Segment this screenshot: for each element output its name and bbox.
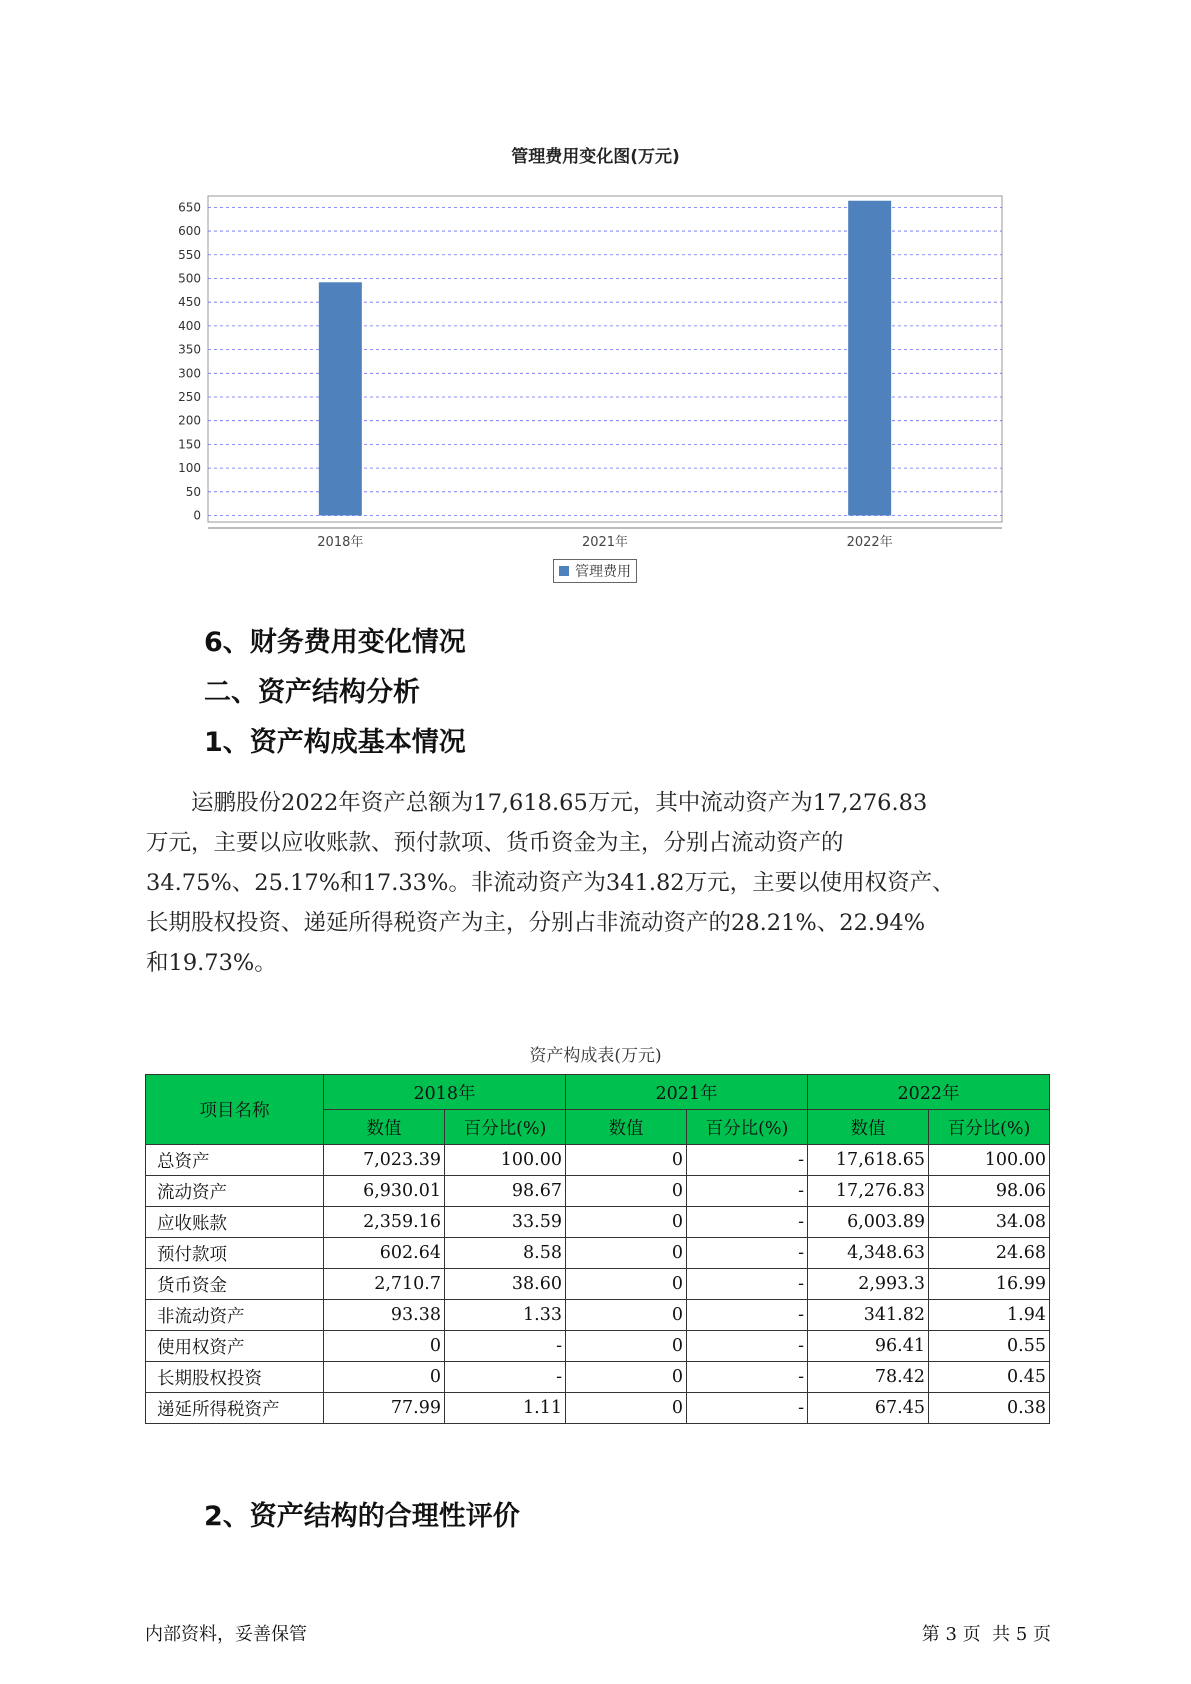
cell-v2022: 4,348.63: [808, 1238, 929, 1269]
table-caption: 资产构成表(万元): [529, 1046, 662, 1066]
bar: [848, 201, 891, 516]
y-tick-label: 400: [178, 318, 201, 333]
cell-v2018: 602.64: [324, 1238, 445, 1269]
cell-v2022: 6,003.89: [808, 1207, 929, 1238]
row-label: 非流动资产: [146, 1300, 324, 1331]
cell-p2018: 100.00: [445, 1145, 566, 1176]
asset-table: [145, 1074, 1050, 1424]
cell-p2018: 33.59: [445, 1207, 566, 1238]
cell-v2018: 7,023.39: [324, 1145, 445, 1176]
bar: [319, 282, 362, 515]
cell-v2022: 2,993.3: [808, 1269, 929, 1300]
cell-v2018: 0: [324, 1362, 445, 1393]
x-tick-label: 2022年: [846, 535, 893, 550]
cell-p2021: -: [687, 1300, 808, 1331]
x-tick-label: 2018年: [317, 535, 364, 550]
cell-v2021: 0: [566, 1145, 687, 1176]
cell-v2018: 2,710.7: [324, 1269, 445, 1300]
cell-v2022: 78.42: [808, 1362, 929, 1393]
subheader-percent: 百分比(%): [929, 1110, 1050, 1145]
cell-v2021: 0: [566, 1207, 687, 1238]
y-tick-label: 450: [178, 295, 201, 310]
header-item-name: 项目名称: [146, 1075, 324, 1145]
y-tick-label: 100: [178, 461, 201, 476]
chart-title: 管理费用变化图(万元): [511, 147, 680, 167]
cell-p2021: -: [687, 1238, 808, 1269]
table-row: [146, 1145, 1050, 1176]
asset-summary-paragraph: 运鹏股份2022年资产总额为17,618.65万元，其中流动资产为17,276.83 万元，主要以应收账款、预付款项、货币资金为主，分别占流动资产的 34.75%、25.17%和17.33%。非流动资产为341.82万元，主要以使用权资产、 长期股权投资、递延所得税资产为主，分别占非流动资产的28.21%、22.94% 和19.73%。: [146, 790, 955, 976]
cell-v2022: 67.45: [808, 1393, 929, 1424]
cell-p2018: 38.60: [445, 1269, 566, 1300]
row-label: 总资产: [146, 1145, 324, 1176]
cell-v2022: 96.41: [808, 1331, 929, 1362]
y-tick-label: 200: [178, 413, 201, 428]
y-tick-label: 600: [178, 224, 201, 239]
section-heading-asset-basic: 1、资产构成基本情况: [204, 727, 466, 758]
y-tick-label: 300: [178, 366, 201, 381]
row-label: 应收账款: [146, 1207, 324, 1238]
cell-v2018: 0: [324, 1331, 445, 1362]
cell-p2018: 8.58: [445, 1238, 566, 1269]
subheader-value: 数值: [808, 1110, 929, 1145]
legend-swatch: [559, 566, 569, 576]
subheader-value: 数值: [566, 1110, 687, 1145]
y-tick-label: 0: [193, 508, 201, 523]
cell-v2018: 77.99: [324, 1393, 445, 1424]
cell-p2022: 16.99: [929, 1269, 1050, 1300]
legend-label: 管理费用: [575, 564, 631, 580]
cell-p2022: 34.08: [929, 1207, 1050, 1238]
row-label: 递延所得税资产: [146, 1393, 324, 1424]
cell-p2021: -: [687, 1207, 808, 1238]
cell-p2022: 98.06: [929, 1176, 1050, 1207]
cell-p2021: -: [687, 1176, 808, 1207]
row-label: 预付款项: [146, 1238, 324, 1269]
section-heading-rationality: 2、资产结构的合理性评价: [204, 1501, 520, 1532]
y-tick-label: 250: [178, 389, 201, 404]
section-heading-finance-cost: 6、财务费用变化情况: [204, 627, 466, 658]
cell-p2021: -: [687, 1393, 808, 1424]
y-tick-label: 150: [178, 437, 201, 452]
cell-v2021: 0: [566, 1362, 687, 1393]
cell-v2021: 0: [566, 1238, 687, 1269]
row-label: 使用权资产: [146, 1331, 324, 1362]
cell-p2021: -: [687, 1362, 808, 1393]
y-tick-label: 650: [178, 200, 201, 215]
cell-v2018: 93.38: [324, 1300, 445, 1331]
table-row: [146, 1362, 1050, 1393]
cell-p2018: 1.11: [445, 1393, 566, 1424]
cell-v2022: 17,618.65: [808, 1145, 929, 1176]
x-tick-label: 2021年: [581, 535, 629, 550]
cell-p2022: 0.45: [929, 1362, 1050, 1393]
cell-v2021: 0: [566, 1269, 687, 1300]
cell-p2021: -: [687, 1269, 808, 1300]
cell-v2018: 2,359.16: [324, 1207, 445, 1238]
table-row: [146, 1269, 1050, 1300]
cell-p2022: 0.38: [929, 1393, 1050, 1424]
cell-v2021: 0: [566, 1176, 687, 1207]
cell-p2021: -: [687, 1331, 808, 1362]
table-row: [146, 1300, 1050, 1331]
y-tick-label: 350: [178, 342, 201, 357]
section-heading-asset-structure: 二、资产结构分析: [204, 677, 420, 708]
cell-v2022: 17,276.83: [808, 1176, 929, 1207]
footer-page-number: 第 3 页 共 5 页: [921, 1624, 1051, 1645]
y-tick-label: 500: [178, 271, 201, 286]
cell-p2018: 98.67: [445, 1176, 566, 1207]
y-tick-label: 50: [185, 484, 201, 499]
cell-v2018: 6,930.01: [324, 1176, 445, 1207]
header-year-2018: 2018年: [324, 1075, 566, 1110]
cell-p2022: 0.55: [929, 1331, 1050, 1362]
cell-v2021: 0: [566, 1300, 687, 1331]
table-row: [146, 1331, 1050, 1362]
subheader-percent: 百分比(%): [445, 1110, 566, 1145]
table-row: [146, 1238, 1050, 1269]
cell-p2018: -: [445, 1331, 566, 1362]
cell-p2018: -: [445, 1362, 566, 1393]
bar-chart: [0, 0, 1191, 600]
subheader-value: 数值: [324, 1110, 445, 1145]
row-label: 流动资产: [146, 1176, 324, 1207]
cell-p2022: 100.00: [929, 1145, 1050, 1176]
cell-v2022: 341.82: [808, 1300, 929, 1331]
subheader-percent: 百分比(%): [687, 1110, 808, 1145]
chart-legend: [553, 559, 637, 583]
y-tick-label: 550: [178, 247, 201, 262]
cell-p2018: 1.33: [445, 1300, 566, 1331]
cell-v2021: 0: [566, 1393, 687, 1424]
table-row: [146, 1176, 1050, 1207]
row-label: 货币资金: [146, 1269, 324, 1300]
table-row: [146, 1393, 1050, 1424]
footer-confidential: 内部资料，妥善保管: [145, 1624, 307, 1645]
row-label: 长期股权投资: [146, 1362, 324, 1393]
header-year-2021: 2021年: [566, 1075, 808, 1110]
cell-p2022: 1.94: [929, 1300, 1050, 1331]
table-row: [146, 1207, 1050, 1238]
header-year-2022: 2022年: [808, 1075, 1050, 1110]
cell-p2021: -: [687, 1145, 808, 1176]
cell-v2021: 0: [566, 1331, 687, 1362]
cell-p2022: 24.68: [929, 1238, 1050, 1269]
